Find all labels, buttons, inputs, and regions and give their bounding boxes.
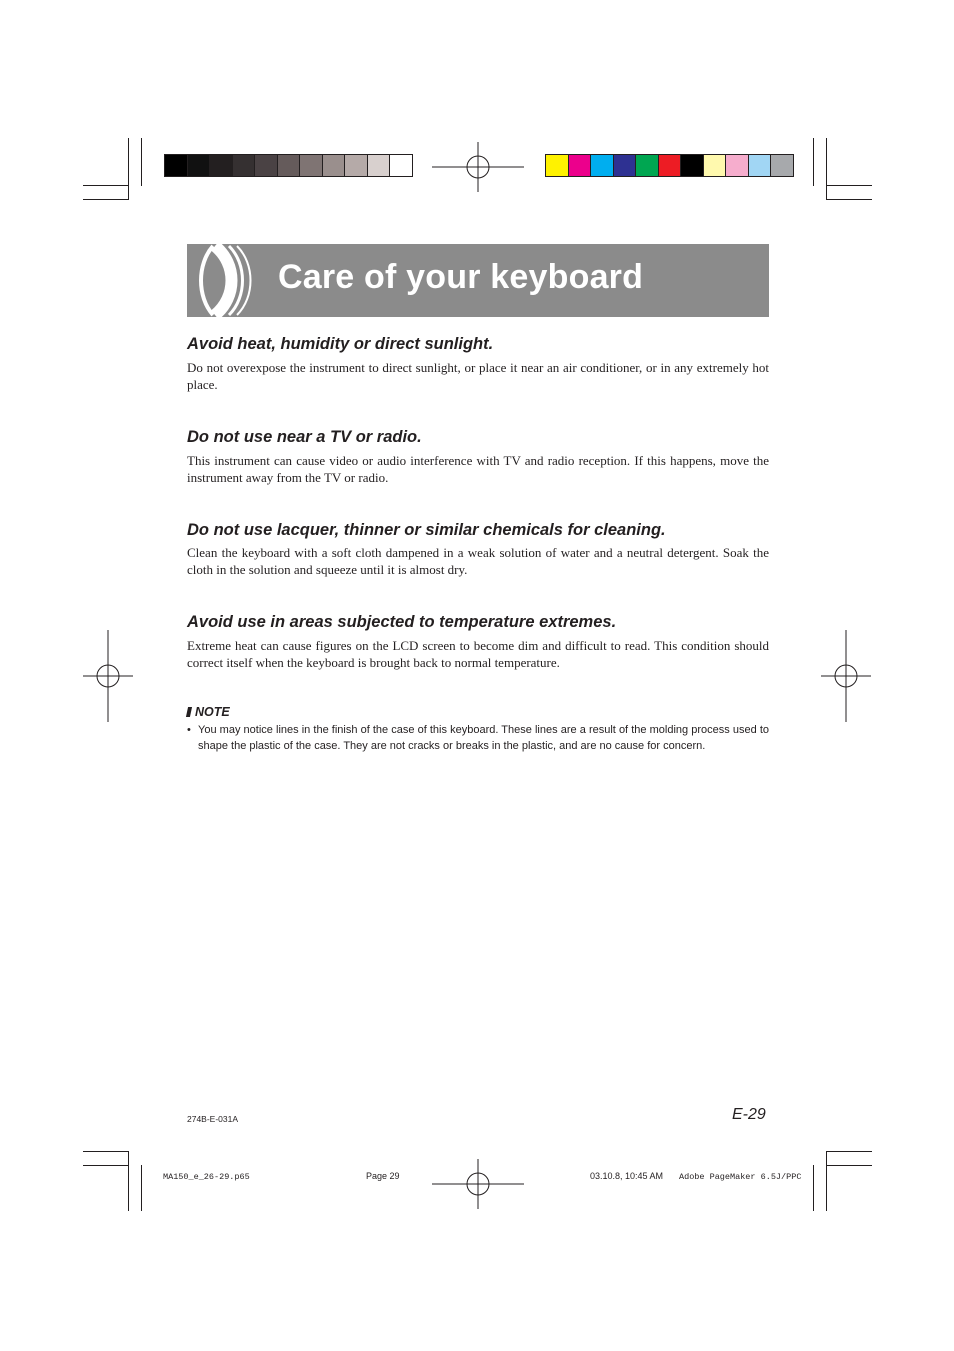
crop-mark bbox=[826, 185, 872, 186]
crop-mark bbox=[128, 1151, 129, 1211]
color-swatch bbox=[681, 155, 704, 176]
crop-mark bbox=[83, 199, 129, 200]
crop-mark bbox=[826, 138, 827, 200]
crop-mark bbox=[826, 1151, 827, 1211]
crop-mark bbox=[141, 138, 142, 186]
crop-mark bbox=[83, 1151, 129, 1152]
color-swatch bbox=[614, 155, 637, 176]
section-body: Extreme heat can cause figures on the LCD screen to become dim and difficult to read. This condition should correct itself when the keyboard is brought back to normal temperature. bbox=[187, 638, 769, 670]
color-swatch bbox=[636, 155, 659, 176]
note-marker-icon bbox=[186, 707, 192, 717]
color-swatch bbox=[323, 155, 346, 176]
note-label: NOTE bbox=[195, 705, 230, 719]
title-decoration-icon bbox=[193, 244, 263, 317]
color-swatch bbox=[659, 155, 682, 176]
color-swatch bbox=[591, 155, 614, 176]
color-swatch bbox=[345, 155, 368, 176]
crop-mark bbox=[83, 1165, 129, 1166]
color-swatch bbox=[368, 155, 391, 176]
grayscale-color-bar bbox=[164, 154, 413, 177]
color-swatch bbox=[749, 155, 772, 176]
registration-mark-right bbox=[821, 630, 871, 722]
color-swatch bbox=[165, 155, 188, 176]
color-swatch bbox=[278, 155, 301, 176]
color-swatch bbox=[771, 155, 793, 176]
document-code: 274B-E-031A bbox=[187, 1114, 239, 1124]
color-swatch bbox=[726, 155, 749, 176]
file-name: MA150_e_26-29.p65 bbox=[163, 1172, 250, 1182]
color-swatch bbox=[390, 155, 412, 176]
section-heading: Avoid heat, humidity or direct sunlight. bbox=[187, 335, 494, 353]
page-number: E-29 bbox=[732, 1106, 766, 1123]
crop-mark bbox=[141, 1165, 142, 1211]
color-swatch bbox=[188, 155, 211, 176]
color-swatch bbox=[255, 155, 278, 176]
note-heading bbox=[187, 705, 230, 719]
color-swatch bbox=[300, 155, 323, 176]
timestamp: 03.10.8, 10:45 AM bbox=[590, 1171, 664, 1181]
crop-mark bbox=[826, 199, 872, 200]
bullet-icon: • bbox=[187, 724, 191, 736]
section-heading: Avoid use in areas subjected to temperature extremes. bbox=[187, 613, 617, 631]
note-text: You may notice lines in the finish of the case of this keyboard. These lines are a result of the molding process used to shape the plastic of the case. They are not cracks or breaks in the plastic, and are no cause for concern. bbox=[198, 724, 769, 752]
crop-mark bbox=[128, 138, 129, 200]
section-body: Do not overexpose the instrument to direct sunlight, or place it near an air conditioner, or in any extremely hot place. bbox=[187, 360, 769, 392]
crop-mark bbox=[826, 1151, 872, 1152]
color-swatch bbox=[546, 155, 569, 176]
page-label: Page 29 bbox=[366, 1171, 400, 1181]
registration-mark-bottom bbox=[432, 1159, 524, 1209]
crop-mark bbox=[826, 1165, 872, 1166]
application-name: Adobe PageMaker 6.5J/PPC bbox=[679, 1172, 802, 1182]
section-body: Clean the keyboard with a soft cloth dampened in a weak solution of water and a neutral detergent. Soak the cloth in the solution and squeeze until it is almost dry. bbox=[187, 545, 769, 577]
color-swatch bbox=[233, 155, 256, 176]
section-body: This instrument can cause video or audio interference with TV and radio reception. If this happens, move the instrument away from the TV or radio. bbox=[187, 453, 769, 485]
registration-mark-top bbox=[432, 142, 524, 192]
color-swatch bbox=[569, 155, 592, 176]
color-swatch bbox=[210, 155, 233, 176]
section-heading: Do not use near a TV or radio. bbox=[187, 428, 422, 446]
crop-mark bbox=[813, 138, 814, 186]
section-heading: Do not use lacquer, thinner or similar chemicals for cleaning. bbox=[187, 521, 666, 539]
process-color-bar bbox=[545, 154, 794, 177]
crop-mark bbox=[813, 1165, 814, 1211]
color-swatch bbox=[704, 155, 727, 176]
crop-mark bbox=[83, 185, 129, 186]
page-title: Care of your keyboard bbox=[278, 258, 644, 296]
registration-mark-left bbox=[83, 630, 133, 722]
